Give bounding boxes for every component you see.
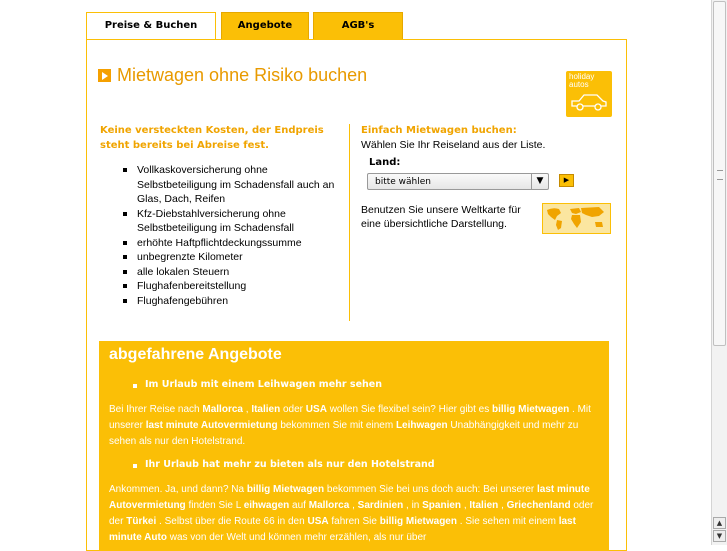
booking-heading: Einfach Mietwagen buchen: bbox=[361, 125, 517, 136]
chevron-down-icon[interactable]: ▼ bbox=[531, 174, 548, 189]
play-arrow-icon: ▶ bbox=[563, 176, 570, 184]
page-title: Mietwagen ohne Risiko buchen bbox=[117, 65, 368, 85]
list-item: Flughafengebühren bbox=[121, 294, 340, 309]
offers-title: abgefahrene Angebote bbox=[109, 346, 282, 363]
list-item: unbegrenzte Kilometer bbox=[121, 250, 340, 265]
scroll-up-icon[interactable]: ▲ bbox=[713, 517, 726, 529]
list-item: Vollkaskoversicherung ohne Selbstbeteiligung im Schadensfall auch an Glas, Dach, Reifen bbox=[121, 163, 340, 207]
go-button[interactable] bbox=[559, 174, 574, 187]
world-map-icon bbox=[543, 204, 610, 233]
scrollbar-thumb[interactable] bbox=[713, 1, 726, 346]
land-label: Land: bbox=[369, 157, 401, 168]
country-select-value: bitte wählen bbox=[375, 177, 431, 187]
offers-panel bbox=[99, 341, 609, 551]
benefits-list bbox=[100, 163, 340, 308]
vertical-scrollbar[interactable] bbox=[711, 0, 727, 545]
benefits-column bbox=[100, 123, 340, 308]
offer-paragraph-1: Bei Ihrer Reise nach Mallorca , Italien oder USA wollen Sie flexibel sein? Hier gibt es billig Mietwagen . Mit unserer last minute Autovermietung bekommen Sie mit einem Leihwagen Unabhängigkeit und mehr zu sehen als nur den Hotelstrand. bbox=[109, 404, 591, 447]
benefits-intro: Keine versteckten Kosten, der Endpreis steht bereits bei Abreise fest. bbox=[100, 125, 324, 151]
offer-paragraph-2: Ankommen. Ja, und dann? Na billig Mietwagen bekommen Sie bei uns doch auch: Bei unserer last minute Autovermietung finden Sie L eihwagen auf Mallorca , Sardinien , in Spanien , Italien , Griechenland oder der Türkei . Selbst über die Route 66 in den USA fahren Sie billig Mietwagen . Sie sehen mit einem last minute Auto was von der Welt und können mehr erzählen, als nur über bbox=[109, 484, 594, 543]
grip-icon bbox=[717, 170, 723, 180]
list-item: Flughafenbereitstellung bbox=[121, 279, 340, 294]
offer-heading-2[interactable]: Ihr Urlaub hat mehr zu bieten als nur den Hotelstrand bbox=[130, 459, 435, 470]
booking-column bbox=[361, 124, 621, 230]
offer-heading-1[interactable]: Im Urlaub mit einem Leihwagen mehr sehen bbox=[130, 379, 382, 390]
arrow-square-icon bbox=[98, 69, 111, 82]
tab-agb[interactable]: AGB's bbox=[313, 12, 403, 39]
list-item: alle lokalen Steuern bbox=[121, 265, 340, 280]
logo-text: holiday autos bbox=[569, 72, 595, 89]
tab-angebote[interactable]: Angebote bbox=[221, 12, 309, 39]
list-item: Kfz-Diebstahlversicherung ohne Selbstbeteiligung im Schadensfall bbox=[121, 207, 340, 236]
column-divider bbox=[349, 124, 350, 321]
scroll-down-icon[interactable]: ▼ bbox=[713, 530, 726, 542]
car-icon bbox=[569, 91, 609, 113]
holiday-autos-logo bbox=[566, 71, 612, 117]
world-map-text: Benutzen Sie unsere Weltkarte für eine übersichtliche Darstellung. bbox=[361, 204, 521, 230]
booking-subtext: Wählen Sie Ihr Reiseland aus der Liste. bbox=[361, 139, 546, 151]
list-item: erhöhte Haftpflichtdeckungssumme bbox=[121, 236, 340, 251]
tab-preise-buchen[interactable]: Preise & Buchen bbox=[86, 12, 216, 40]
country-select[interactable] bbox=[367, 173, 549, 190]
world-map-thumbnail[interactable] bbox=[542, 203, 611, 234]
